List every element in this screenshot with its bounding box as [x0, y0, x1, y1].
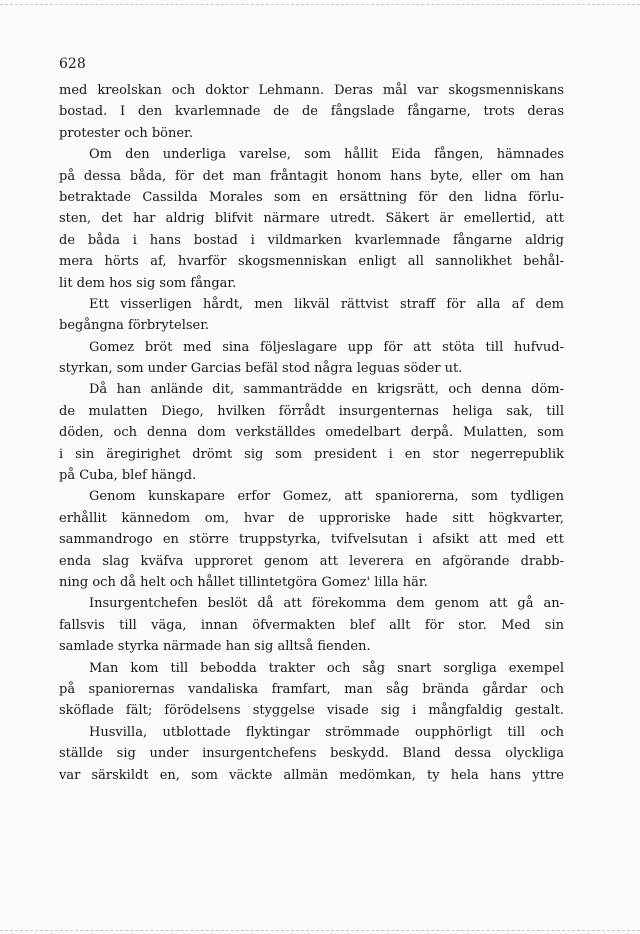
text-line: var särskildt en, som väckte allmän medömkan, ty hela hans yttre: [59, 767, 564, 783]
text-line: styrkan, som under Garcias befäl stod några leguas söder ut.: [59, 361, 463, 377]
text-line: sammandrogo en större truppstyrka, tvifvelsutan i afsikt att med ett: [59, 532, 564, 548]
text-line: i sin äregirighet drömt sig som president i en stor negerrepublik: [59, 446, 564, 462]
text-line: begångna förbrytelser.: [59, 318, 210, 334]
text-line: Gomez bröt med sina följeslagare upp för att stöta till hufvud-: [89, 339, 564, 355]
text-line: bostad. I den kvarlemnade de de fångslade fångarne, trots deras: [59, 104, 564, 120]
text-line: lit dem hos sig som fångar.: [59, 275, 237, 291]
text-line: protester och böner.: [59, 125, 193, 141]
text-line: sköflade fält; förödelsens styggelse visade sig i mångfaldig gestalt.: [59, 703, 564, 719]
text-line: med kreolskan och doktor Lehmann. Deras mål var skogsmenniskans: [59, 83, 564, 98]
page-bottom-edge: [0, 930, 640, 931]
text-line: på dessa båda, för det man fråntagit honom hans byte, eller om han: [59, 168, 564, 184]
text-line: de båda i hans bostad i vildmarken kvarlemnade fångarne aldrig: [59, 232, 564, 248]
text-line: Genom kunskapare erfor Gomez, att spaniorerna, som tydligen: [89, 489, 564, 505]
page-number: 628: [59, 56, 86, 72]
text-line: Ett visserligen hårdt, men likväl rättvist straff för alla af dem: [89, 296, 564, 312]
text-line: Om den underliga varelse, som hållit Eida fången, hämnades: [89, 147, 564, 163]
text-line: Husvilla, utblottade flyktingar strömmade oupphörligt till och: [89, 724, 564, 740]
text-line: på spaniorernas vandaliska framfart, man såg brända gårdar och: [59, 681, 564, 697]
text-line: ställde sig under insurgentchefens beskydd. Bland dessa olyckliga: [59, 746, 564, 762]
text-line: Insurgentchefen beslöt då att förekomma dem genom att gå an-: [89, 596, 564, 612]
text-line: de mulatten Diego, hvilken förrådt insurgenternas heliga sak, till: [59, 403, 564, 419]
text-line: Då han anlände dit, sammanträdde en krigsrätt, och denna döm-: [89, 382, 564, 398]
text-line: erhållit kännedom om, hvar de upproriske hade sitt högkvarter,: [59, 510, 564, 526]
page-top-edge: [0, 4, 640, 5]
text-line: döden, och denna dom verkställdes omedelbart derpå. Mulatten, som: [59, 425, 564, 441]
text-line: sten, det har aldrig blifvit närmare utredt. Säkert är emellertid, att: [59, 211, 564, 227]
text-line: på Cuba, blef hängd.: [59, 468, 197, 484]
text-line: ning och då helt och hållet tillintetgöra Gomez' lilla här.: [59, 574, 428, 590]
text-line: Man kom till bebodda trakter och såg snart sorgliga exempel: [89, 660, 564, 676]
text-line: mera hörts af, hvarför skogsmenniskan enligt all sannolikhet behål-: [59, 254, 564, 270]
text-line: samlade styrka närmade han sig alltså fienden.: [59, 639, 371, 655]
text-line: betraktade Cassilda Morales som en ersättning för den lidna förlu-: [59, 189, 564, 205]
text-line: enda slag kväfva upproret genom att leverera en afgörande drabb-: [59, 553, 564, 569]
body-text: [59, 80, 564, 786]
text-line: fallsvis till väga, innan öfvermakten blef allt för stor. Med sin: [59, 617, 564, 633]
